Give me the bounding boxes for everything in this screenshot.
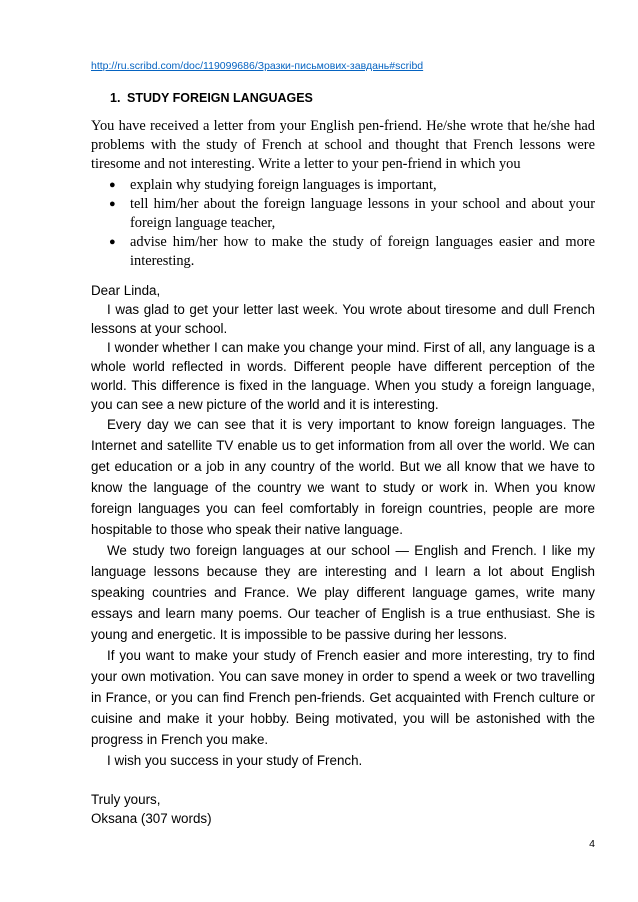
section-title: STUDY FOREIGN LANGUAGES — [127, 91, 313, 105]
letter-paragraph: If you want to make your study of French easier and more interesting, try to find your own motivation. You can save money in order to spend a week or two travelling in France, or you can find French pen-friends. Get acquainted with French culture or cuisine and make it your hobby. Being motivated, you will be astonished with the progress in French you make. — [91, 648, 595, 747]
letter-paragraph: We study two foreign languages at our school — English and French. I like my language lessons because they are interesting and I learn a lot about English speaking countries and France. We play different language games, write many essays and learn many poems. Our teacher of English is a true enthusiast. She is young and energetic. It is impossible to be passive during her lessons. — [91, 543, 595, 642]
source-link[interactable]: http://ru.scribd.com/doc/119099686/Зразки-письмових-завдань#scribd — [91, 60, 424, 72]
letter-greeting: Dear Linda, — [91, 283, 161, 298]
letter-paragraph: I wish you success in your study of French. — [107, 753, 363, 768]
letter-closing: Truly yours, — [91, 792, 161, 807]
bullet-dot-icon: ● — [109, 236, 116, 248]
section-number: 1. — [110, 91, 121, 105]
letter-paragraph: I wonder whether I can make you change your mind. First of all, any language is a whole world reflected in words. Different people have different perception of the world. This difference is fixed in the language. When you study a foreign language, you can see a new picture of the world and it is interesting. — [91, 340, 595, 412]
bullet-dot-icon: ● — [109, 179, 116, 191]
task-bullet: ● advise him/her how to make the study of foreign languages easier and more interesting. — [109, 234, 595, 269]
letter-paragraph: Every day we can see that it is very important to know foreign languages. The Internet and satellite TV enable us to get information from all over the world. We can get education or a job in any country of the world. But we all know that we have to know the language of the country we want to study or work in. When you know foreign languages you can feel comfortably in foreign countries, people are more hospitable to those who speak their native language. — [91, 417, 595, 537]
task-bullet-list — [91, 176, 595, 271]
sample-letter — [91, 281, 595, 828]
letter-paragraph: I was glad to get your letter last week. You wrote about tiresome and dull French lessons at your school. — [91, 302, 595, 336]
section-heading — [110, 91, 313, 105]
task-instructions — [91, 117, 595, 271]
task-bullet: ● tell him/her about the foreign language lessons in your school and about your foreign language teacher, — [109, 196, 595, 231]
task-bullet: ● explain why studying foreign languages is important, — [109, 177, 437, 193]
letter-signature: Oksana (307 words) — [91, 811, 212, 826]
task-intro: You have received a letter from your English pen-friend. He/she wrote that he/she had problems with the study of French at school and thought that French lessons were tiresome and not interesting. Write a letter to your pen-friend in which you — [91, 118, 595, 172]
page-number: 4 — [589, 838, 595, 850]
blank-line — [91, 771, 595, 790]
bullet-dot-icon: ● — [109, 198, 116, 210]
